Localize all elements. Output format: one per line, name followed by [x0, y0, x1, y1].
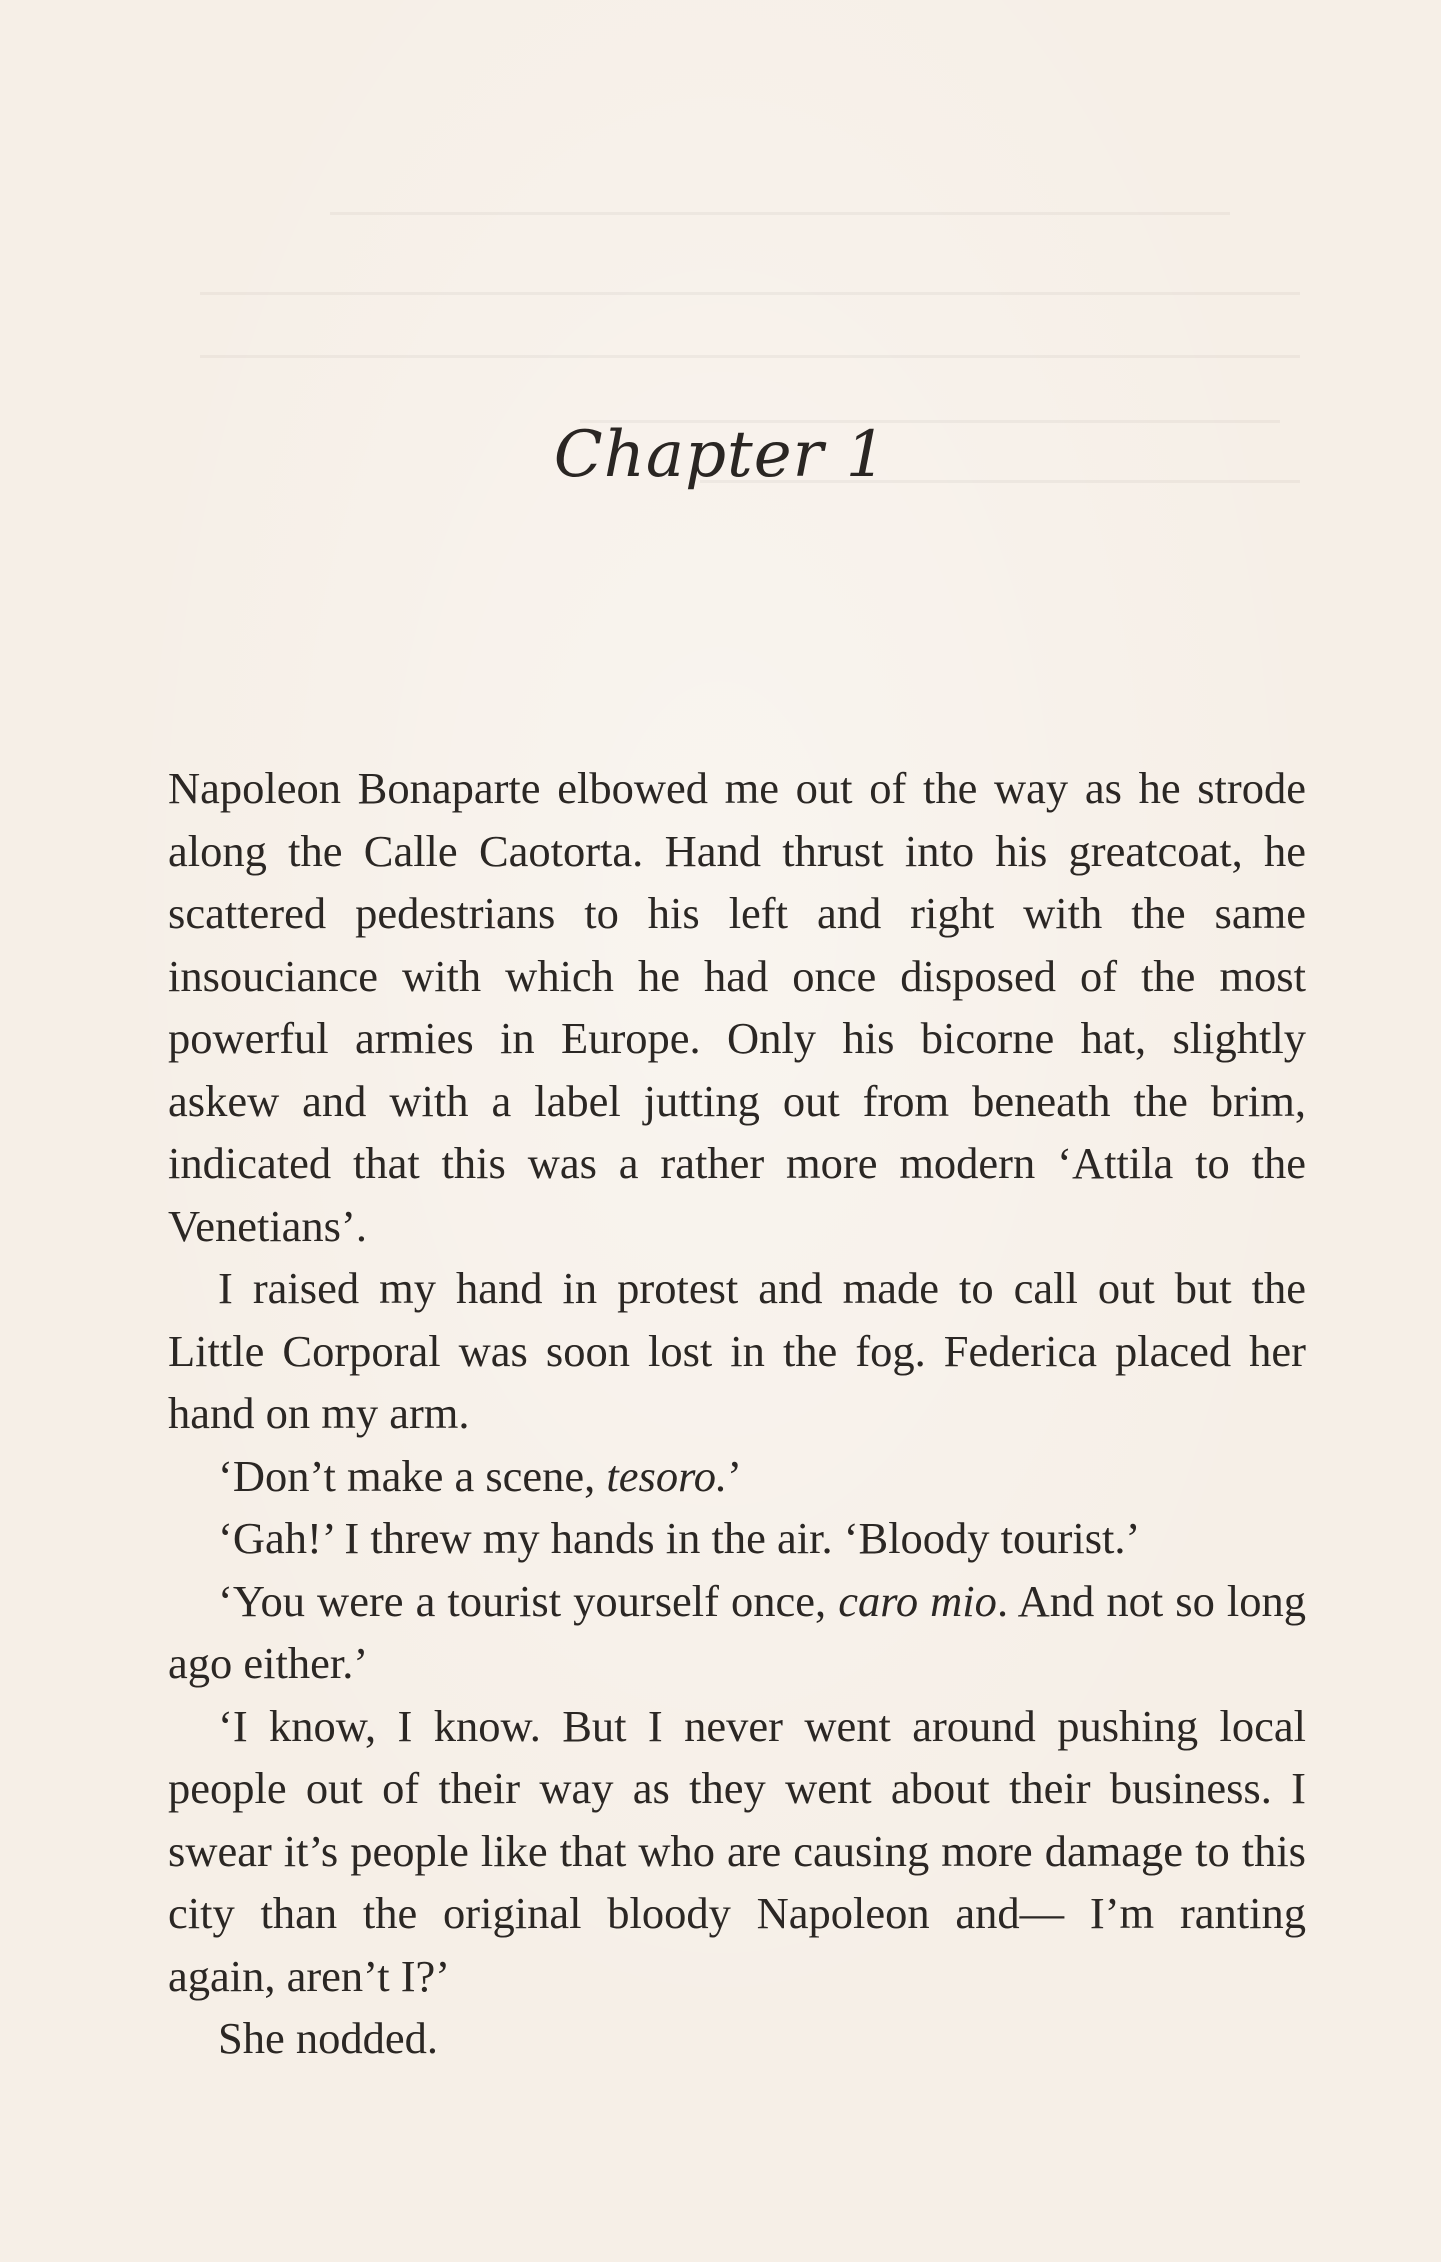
- paragraph: [168, 2007, 1306, 2070]
- paragraph-text: ’: [727, 1450, 742, 1501]
- paragraph-text: Napoleon Bonaparte elbowed me out of the way as he strode along the Calle Caotorta. Hand thrust into his greatcoat, he scattered pedestrians to his left and right with the same insouciance with which he had once disposed of the most powerful armies in Europe. Only his bicorne hat, slightly askew and with a label jutting out from beneath the brim, indicated that this was a rather more modern ‘Attila to the Venetians’.: [168, 763, 1306, 1251]
- chapter-title: Chapter 1: [553, 418, 888, 492]
- paragraph: [168, 1570, 1306, 1695]
- paragraph-text: ‘Gah!’ I threw my hands in the air. ‘Bloody tourist.’: [218, 1513, 1141, 1563]
- paragraph: [168, 1695, 1306, 2008]
- paragraph-text: ‘I know, I know. But I never went around pushing local people out of their way as they went about their business. I swear it’s people like that who are causing more damage to this city than the original bloody Napoleon and— I’m ranting again, aren’t I?’: [168, 1700, 1306, 2001]
- paragraph: [168, 1445, 1306, 1508]
- paragraph-text: I raised my hand in protest and made to call out but the Little Corporal was soon lost in the fog. Federica placed her hand on my arm.: [168, 1263, 1306, 1438]
- paragraph: [168, 1257, 1306, 1445]
- paragraph-text: She nodded.: [218, 2013, 439, 2063]
- chapter-body: [168, 757, 1306, 2070]
- italic-term: tesoro.: [606, 1450, 728, 1501]
- italic-term: caro mio: [838, 1575, 997, 1626]
- bleed-through-line: [200, 355, 1300, 358]
- paragraph-text: ‘Don’t make a scene,: [218, 1450, 607, 1501]
- paragraph: [168, 757, 1306, 1257]
- bleed-through-line: [330, 212, 1230, 215]
- bleed-through-line: [200, 292, 1300, 295]
- paragraph: [168, 1507, 1306, 1570]
- paragraph-text: ‘You were a tourist yourself once,: [218, 1575, 839, 1626]
- paragraph-text: . And not so long ago either.’: [168, 1575, 1306, 1688]
